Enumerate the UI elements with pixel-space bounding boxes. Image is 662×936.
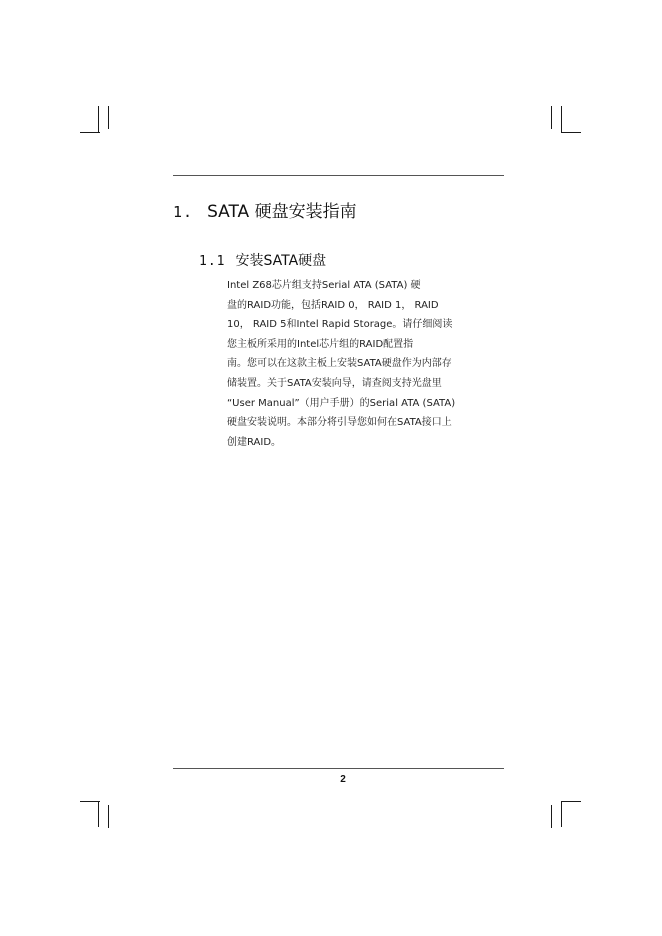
crop-mark-top-left-vertical-outer — [108, 106, 109, 129]
body-line: 硬盘安装说明。本部分将引导您如何在SATA接口上 — [227, 417, 452, 429]
body-paragraph — [227, 276, 497, 452]
crop-mark-bottom-right-vertical-inner — [561, 801, 562, 827]
page-number: 2 — [340, 774, 346, 785]
crop-mark-bottom-left-vertical-inner — [98, 801, 99, 827]
subsection-heading — [199, 251, 326, 272]
crop-mark-top-right-vertical-outer — [551, 106, 552, 129]
section-number: 1. — [173, 203, 194, 221]
crop-mark-top-right-horizontal — [561, 132, 581, 133]
crop-mark-bottom-left-horizontal — [80, 801, 100, 802]
crop-mark-top-left-horizontal — [80, 132, 100, 133]
body-line: 储装置。关于SATA安装向导，请查阅支持光盘里 — [227, 377, 442, 389]
subsection-title: 安装SATA硬盘 — [235, 253, 327, 269]
body-line: “User Manual”（用户手册）的Serial ATA (SATA) — [227, 397, 456, 409]
crop-mark-bottom-right-horizontal — [561, 801, 581, 802]
crop-mark-bottom-left-vertical-outer — [108, 805, 109, 828]
body-line: Intel Z68芯片组支持Serial ATA (SATA) 硬 — [227, 280, 421, 291]
body-line: 南。您可以在这款主板上安装SATA硬盘作为内部存 — [227, 358, 452, 370]
subsection-number: 1.1 — [199, 254, 226, 269]
body-line: 10， RAID 5和Intel Rapid Storage。请仔细阅读 — [227, 319, 453, 331]
crop-mark-bottom-right-vertical-outer — [551, 805, 552, 828]
body-line: 创建RAID。 — [227, 436, 282, 448]
section-heading — [173, 200, 357, 224]
body-line: 盘的RAID功能，包括RAID 0， RAID 1， RAID — [227, 299, 439, 311]
header-rule — [173, 175, 504, 176]
section-title: SATA 硬盘安装指南 — [207, 202, 357, 222]
body-line: 您主板所采用的Intel芯片组的RAID配置指 — [227, 338, 414, 350]
crop-mark-top-left-vertical-inner — [98, 106, 99, 132]
crop-mark-top-right-vertical-inner — [561, 106, 562, 132]
footer-rule — [173, 768, 504, 769]
